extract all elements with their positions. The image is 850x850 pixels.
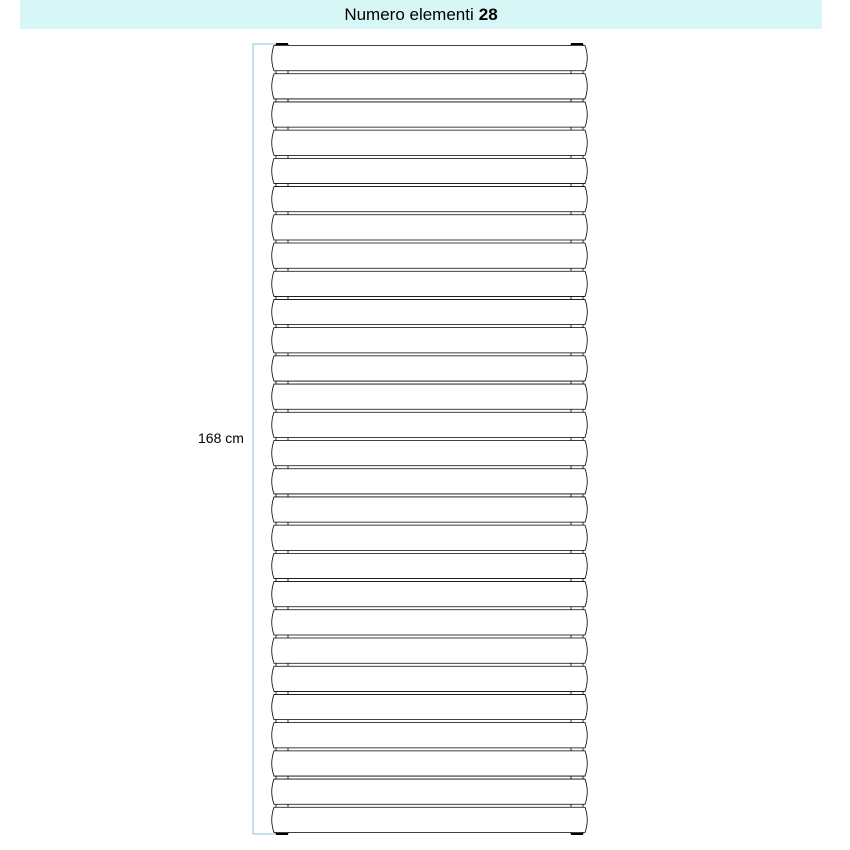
radiator-element	[272, 553, 588, 578]
element-count-label: Numero elementi	[344, 4, 474, 24]
radiator-element	[272, 779, 588, 804]
radiator-element	[272, 610, 588, 635]
radiator-element	[272, 723, 588, 748]
element-count-value: 28	[478, 4, 498, 24]
radiator-element	[272, 412, 588, 437]
radiator-element	[272, 215, 588, 240]
radiator-element	[272, 243, 588, 268]
radiator-element	[272, 497, 588, 522]
radiator-element	[272, 158, 588, 183]
radiator-element	[272, 666, 588, 691]
radiator	[272, 44, 588, 834]
radiator-element	[272, 638, 588, 663]
radiator-element	[272, 46, 588, 71]
radiator-element	[272, 299, 588, 324]
radiator-element	[272, 694, 588, 719]
radiator-element	[272, 384, 588, 409]
height-dimension-label: 168 cm	[198, 430, 244, 446]
radiator-element	[272, 582, 588, 607]
radiator-element	[272, 356, 588, 381]
radiator-element	[272, 130, 588, 155]
radiator-element	[272, 525, 588, 550]
radiator-element	[272, 469, 588, 494]
radiator-element	[272, 807, 588, 832]
radiator-element	[272, 271, 588, 296]
radiator-element	[272, 74, 588, 99]
radiator-element	[272, 102, 588, 127]
radiator-element	[272, 187, 588, 212]
radiator-element	[272, 441, 588, 466]
radiator-element	[272, 328, 588, 353]
radiator-element	[272, 751, 588, 776]
